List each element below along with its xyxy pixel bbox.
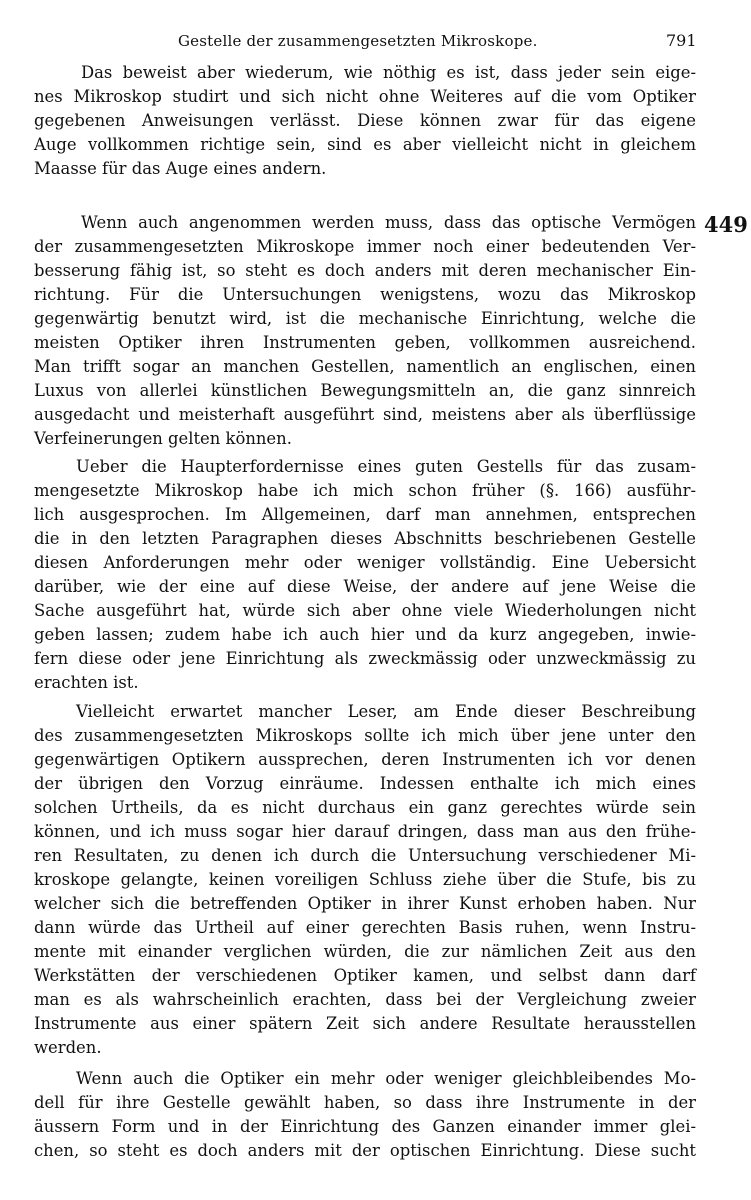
paragraph-3 (34, 455, 696, 695)
paragraph-4 (34, 700, 696, 1060)
paragraph-1 (34, 61, 696, 181)
running-title: Gestelle der zusammengesetzten Mikroskope. (178, 32, 538, 50)
text-line: der übrigen den Vorzug einräume. Indessen enthalte ich mich eines (34, 774, 696, 793)
text-line: die in den letzten Paragraphen dieses Abschnitts beschriebenen Gestelle (34, 529, 696, 548)
text-line: können, und ich muss sogar hier darauf dringen, dass man aus den frühe- (34, 822, 696, 841)
text-line: gegenwärtig benutzt wird, ist die mechanische Einrichtung, welche die (34, 309, 696, 328)
text-line: nes Mikroskop studirt und sich nicht ohne Weiteres auf die vom Optiker (34, 87, 696, 106)
text-line: Vielleicht erwartet mancher Leser, am Ende dieser Beschreibung (76, 702, 696, 721)
text-line: solchen Urtheils, da es nicht durchaus ein ganz gerechtes würde sein (34, 798, 696, 817)
text-line: mente mit einander verglichen würden, die zur nämlichen Zeit aus den (34, 942, 696, 961)
paragraph-2 (34, 211, 696, 451)
text-line: gegebenen Anweisungen verlässt. Diese können zwar für das eigene (34, 111, 696, 130)
text-line: erachten ist. (34, 673, 139, 692)
text-line: Das beweist aber wiederum, wie nöthig es ist, dass jeder sein eige- (81, 63, 696, 82)
paragraph-5 (34, 1067, 696, 1163)
text-line: Instrumente aus einer spätern Zeit sich andere Resultate herausstellen (34, 1014, 696, 1033)
text-line: diesen Anforderungen mehr oder weniger vollständig. Eine Uebersicht (34, 553, 696, 572)
margin-section-number: 449 (704, 212, 748, 237)
text-line: Auge vollkommen richtige sein, sind es aber vielleicht nicht in gleichem (34, 135, 696, 154)
text-line: gegenwärtigen Optikern aussprechen, deren Instrumenten ich vor denen (34, 750, 696, 769)
text-line: lich ausgesprochen. Im Allgemeinen, darf man annehmen, entsprechen (34, 505, 696, 524)
text-line: chen, so steht es doch anders mit der optischen Einrichtung. Diese sucht (34, 1141, 696, 1160)
text-line: ausgedacht und meisterhaft ausgeführt sind, meistens aber als überflüssige (34, 405, 696, 424)
text-line: richtung. Für die Untersuchungen wenigstens, wozu das Mikroskop (34, 285, 696, 304)
text-line: dell für ihre Gestelle gewählt haben, so dass ihre Instrumente in der (34, 1093, 696, 1112)
text-line: dann würde das Urtheil auf einer gerechten Basis ruhen, wenn Instru- (34, 918, 696, 937)
text-line: meisten Optiker ihren Instrumenten geben, vollkommen ausreichend. (34, 333, 696, 352)
text-line: man es als wahrscheinlich erachten, dass bei der Vergleichung zweier (34, 990, 696, 1009)
text-line: darüber, wie der eine auf diese Weise, der andere auf jene Weise die (34, 577, 696, 596)
text-line: Man trifft sogar an manchen Gestellen, namentlich an englischen, einen (34, 357, 696, 376)
text-line: Sache ausgeführt hat, würde sich aber ohne viele Wiederholungen nicht (34, 601, 696, 620)
text-line: ren Resultaten, zu denen ich durch die Untersuchung verschiedener Mi- (34, 846, 696, 865)
text-line: besserung fähig ist, so steht es doch anders mit deren mechanischer Ein- (34, 261, 696, 280)
text-line: Ueber die Haupterfordernisse eines guten Gestells für das zusam- (76, 457, 696, 476)
text-line: Verfeinerungen gelten können. (34, 429, 292, 448)
text-line: Luxus von allerlei künstlichen Bewegungsmitteln an, die ganz sinnreich (34, 381, 696, 400)
text-line: des zusammengesetzten Mikroskops sollte ich mich über jene unter den (34, 726, 696, 745)
text-line: Wenn auch angenommen werden muss, dass das optische Vermögen (81, 213, 696, 232)
text-line: mengesetzte Mikroskop habe ich mich schon früher (§. 166) ausführ- (34, 481, 696, 500)
text-line: Maasse für das Auge eines andern. (34, 159, 327, 178)
text-line: Werkstätten der verschiedenen Optiker kamen, und selbst dann darf (34, 966, 696, 985)
text-line: kroskope gelangte, keinen voreiligen Schluss ziehe über die Stufe, bis zu (34, 870, 696, 889)
text-line: Wenn auch die Optiker ein mehr oder weniger gleichbleibendes Mo- (76, 1069, 696, 1088)
text-line: fern diese oder jene Einrichtung als zweckmässig oder unzweckmässig zu (34, 649, 696, 668)
page-number: 791 (666, 31, 697, 50)
text-line: äussern Form und in der Einrichtung des Ganzen einander immer glei- (34, 1117, 696, 1136)
text-line: geben lassen; zudem habe ich auch hier und da kurz angegeben, inwie- (34, 625, 696, 644)
text-line: welcher sich die betreffenden Optiker in ihrer Kunst erhoben haben. Nur (34, 894, 696, 913)
text-line: werden. (34, 1038, 102, 1057)
text-line: der zusammengesetzten Mikroskope immer noch einer bedeutenden Ver- (34, 237, 696, 256)
